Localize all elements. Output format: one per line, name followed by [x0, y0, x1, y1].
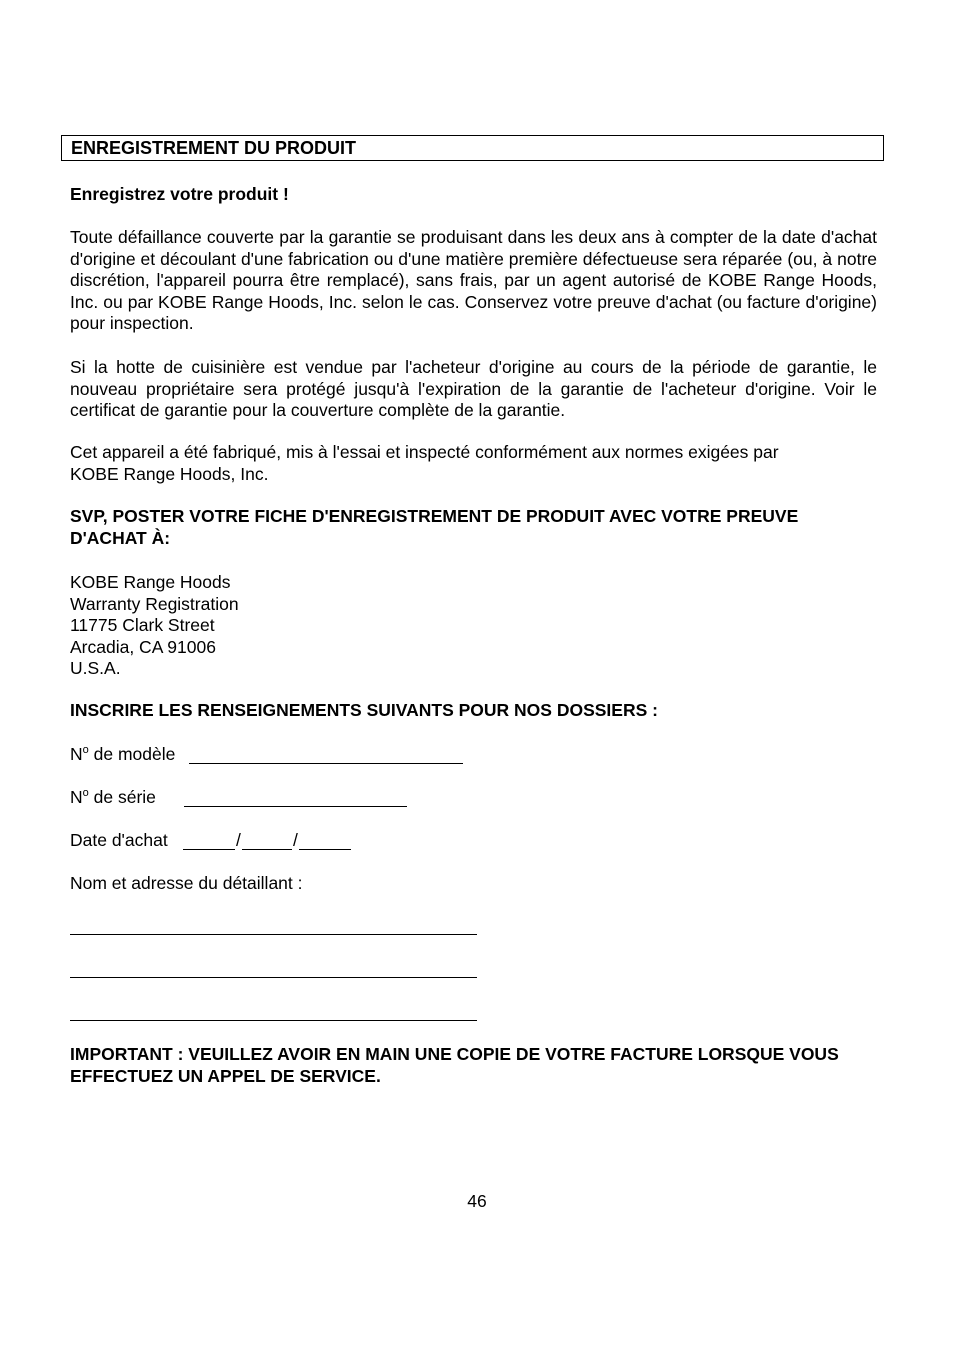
- paragraph-transfer: Si la hotte de cuisinière est vendue par l'acheteur d'origine au cours de la période de garantie, le nouveau propriétaire sera protégé jusqu'à l'expiration de la garantie de l'acheteur d'origine. Voir le certificat de garantie pour la couverture complète de la garantie.: [70, 357, 877, 420]
- retailer-line-2[interactable]: [70, 977, 477, 978]
- address-line: KOBE Range Hoods: [70, 572, 231, 592]
- serial-prefix: N: [70, 787, 83, 807]
- retailer-label: Nom et adresse du détaillant :: [70, 873, 303, 893]
- purchase-date-label: Date d'achat: [70, 830, 168, 850]
- mail-instruction: SVP, POSTER VOTRE FICHE D'ENREGISTREMENT DE PRODUIT AVEC VOTRE PREUVE D'ACHAT À:: [70, 506, 799, 548]
- section-title-box: [61, 135, 884, 161]
- address-line: U.S.A.: [70, 658, 121, 678]
- purchase-date-month-field[interactable]: [242, 849, 292, 850]
- serial-label: de série: [88, 787, 156, 807]
- purchase-date-day-field[interactable]: [183, 849, 235, 850]
- serial-number-label: [70, 787, 156, 809]
- model-number-field[interactable]: [189, 763, 463, 764]
- purchase-date-year-field[interactable]: [299, 849, 351, 850]
- important-notice: IMPORTANT : VEUILLEZ AVOIR EN MAIN UNE COPIE DE VOTRE FACTURE LORSQUE VOUS EFFECTUEZ UN APPEL DE SERVICE.: [70, 1044, 839, 1086]
- model-sup: o: [82, 744, 89, 756]
- serial-number-field[interactable]: [184, 806, 407, 807]
- model-prefix: N: [70, 744, 83, 764]
- address-line: Arcadia, CA 91006: [70, 636, 216, 657]
- paragraph-manufacture-line: KOBE Range Hoods, Inc.: [70, 463, 269, 484]
- paragraph-manufacture: [70, 442, 877, 485]
- model-label: de modèle: [88, 744, 176, 764]
- records-heading: INSCRIRE LES RENSEIGNEMENTS SUIVANTS POUR NOS DOSSIERS :: [70, 700, 658, 720]
- retailer-line-1[interactable]: [70, 934, 477, 935]
- page-number: 46: [467, 1191, 487, 1211]
- retailer-line-3[interactable]: [70, 1020, 477, 1021]
- subtitle: Enregistrez votre produit !: [70, 184, 289, 204]
- address-line: Warranty Registration: [70, 593, 239, 614]
- serial-sup: o: [82, 787, 89, 799]
- mailing-address: [70, 572, 877, 680]
- date-separator: /: [236, 830, 241, 850]
- address-line: 11775 Clark Street: [70, 615, 215, 635]
- section-title: ENREGISTREMENT DU PRODUIT: [71, 138, 357, 158]
- paragraph-warranty-coverage: Toute défaillance couverte par la garantie se produisant dans les deux ans à compter de la date d'achat d'origine et découlant d'une fabrication ou d'une matière première défectueuse sera réparée (ou, à notre discrétion, l'appareil pourra être remplacé), sans frais, par un agent autorisé de KOBE Range Hoods, Inc. ou par KOBE Range Hoods, Inc. selon le cas. Conservez votre preuve d'achat (ou facture d'origine) pour inspection.: [70, 227, 877, 333]
- paragraph-manufacture-line: Cet appareil a été fabriqué, mis à l'essai et inspecté conformément aux normes exigées par: [70, 442, 779, 462]
- date-separator: /: [293, 830, 298, 850]
- model-number-label: [70, 744, 175, 766]
